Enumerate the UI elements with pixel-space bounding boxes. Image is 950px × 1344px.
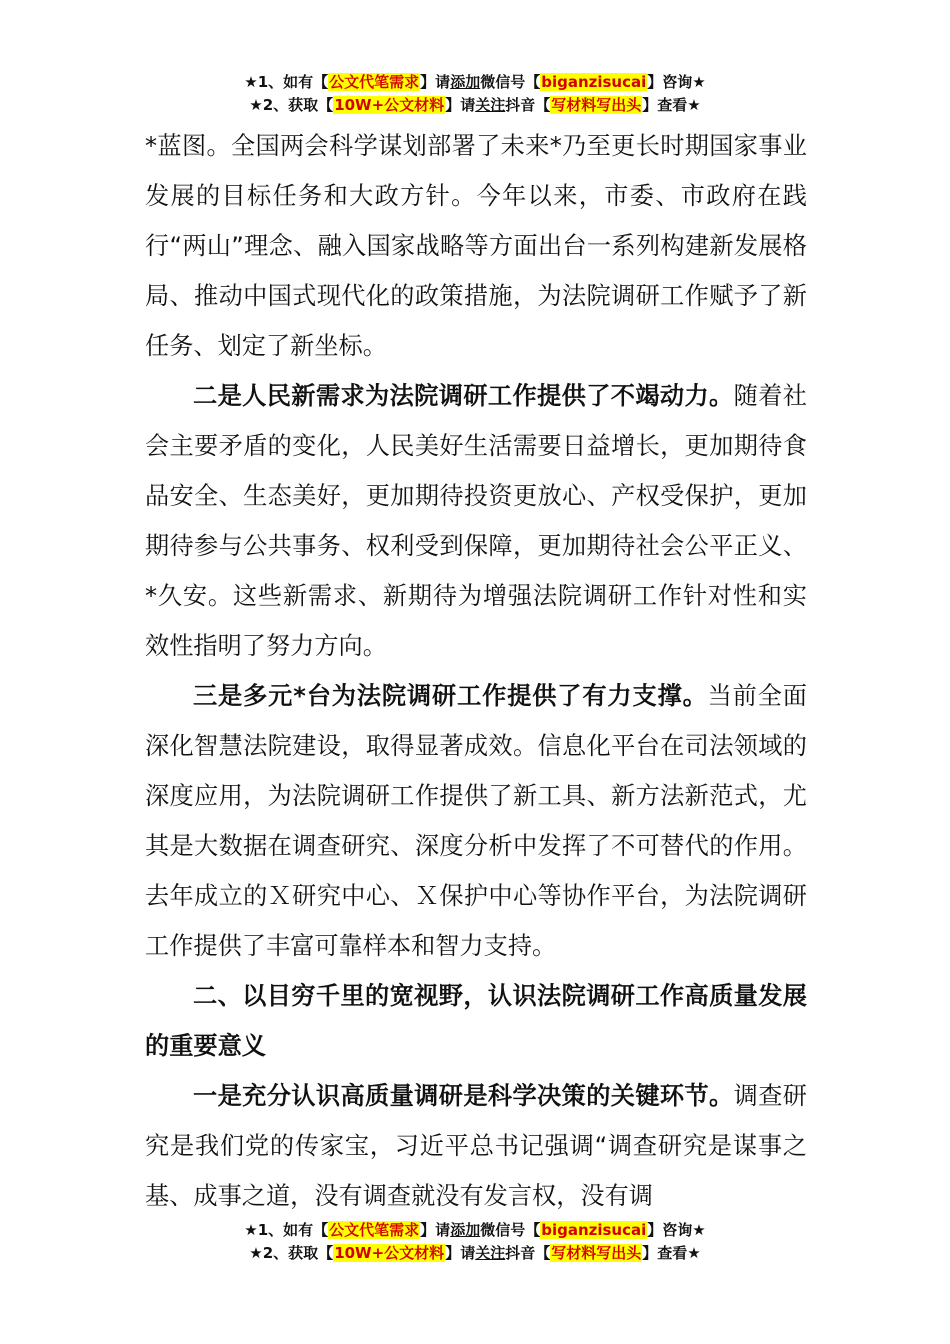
promo-highlight: biganzisucai (541, 1221, 647, 1239)
promo-text: 抖音【 (505, 1244, 551, 1262)
paragraph-text: 调查研究是我们党的传家宝，习近平总书记强调“调查研究是谋事之基、成事之道，没有调查就没有发言权，没有调 (145, 1082, 807, 1210)
paragraph (145, 671, 807, 971)
promo-text: 】请 (420, 1221, 451, 1239)
promo-highlight: 写材料写出头 (551, 1244, 642, 1262)
promo-underlined: 关注 (475, 1244, 506, 1262)
promo-text: ★2、获取【 (249, 96, 334, 114)
promo-highlight: 写材料写出头 (551, 96, 642, 114)
promo-underlined: 添加 (450, 1221, 481, 1239)
footer-promo-banner (0, 1219, 950, 1265)
promo-text: 】请 (445, 96, 476, 114)
promo-text: 】请 (420, 73, 451, 91)
promo-text: 】咨询★ (647, 1221, 706, 1239)
paragraph (145, 1071, 807, 1221)
promo-highlight: biganzisucai (541, 73, 647, 91)
promo-text: 】咨询★ (647, 73, 706, 91)
promo-text: ★2、获取【 (249, 1244, 334, 1262)
promo-line-2 (0, 94, 950, 117)
promo-highlight: 公文代笔需求 (329, 1221, 420, 1239)
promo-text: ★1、如有【 (244, 73, 329, 91)
promo-line-1 (0, 1219, 950, 1242)
header-promo-banner (0, 71, 950, 117)
promo-underlined: 关注 (475, 96, 506, 114)
promo-text: 】查看★ (642, 96, 701, 114)
paragraph-lead: 一是充分认识高质量调研是科学决策的关键环节。 (193, 1082, 734, 1110)
paragraph: *蓝图。全国两会科学谋划部署了未来*乃至更长时期国家事业发展的目标任务和大政方针。今年以来，市委、市政府在践行“两山”理念、融入国家战略等方面出台一系列构建新发展格局、推动中国式现代化的政策措施，为法院调研工作赋予了新任务、划定了新坐标。 (145, 132, 807, 360)
paragraph-text: 随着社会主要矛盾的变化，人民美好生活需要日益增长，更加期待食品安全、生态美好，更加期待投资更放心、产权受保护，更加期待参与公共事务、权利受到保障，更加期待社会公平正义、*久安。这些新需求、新期待为增强法院调研工作针对性和实效性指明了努力方向。 (145, 382, 807, 660)
promo-text: 】请 (445, 1244, 476, 1262)
promo-line-1 (0, 71, 950, 94)
paragraph-lead: 二是人民新需求为法院调研工作提供了不竭动力。 (193, 382, 734, 410)
promo-text: ★1、如有【 (244, 1221, 329, 1239)
document-body (145, 121, 807, 1221)
paragraph-text: 当前全面深化智慧法院建设，取得显著成效。信息化平台在司法领域的深度应用，为法院调研工作提供了新工具、新方法新范式，尤其是大数据在调查研究、深度分析中发挥了不可替代的作用。去年成立的Ｘ研究中心、Ｘ保护中心等协作平台，为法院调研工作提供了丰富可靠样本和智力支持。 (145, 682, 807, 960)
promo-text: 抖音【 (505, 96, 551, 114)
promo-text: 】查看★ (642, 1244, 701, 1262)
promo-highlight: 10W+公文材料 (334, 96, 445, 114)
promo-underlined: 添加 (450, 73, 481, 91)
section-heading: 二、以目穷千里的宽视野，认识法院调研工作高质量发展的重要意义 (145, 982, 807, 1060)
promo-line-2 (0, 1242, 950, 1265)
promo-highlight: 10W+公文材料 (334, 1244, 445, 1262)
promo-highlight: 公文代笔需求 (329, 73, 420, 91)
paragraph (145, 371, 807, 671)
paragraph-lead: 三是多元*台为法院调研工作提供了有力支撑。 (193, 682, 708, 710)
promo-text: 微信号【 (480, 1221, 541, 1239)
promo-text: 微信号【 (480, 73, 541, 91)
